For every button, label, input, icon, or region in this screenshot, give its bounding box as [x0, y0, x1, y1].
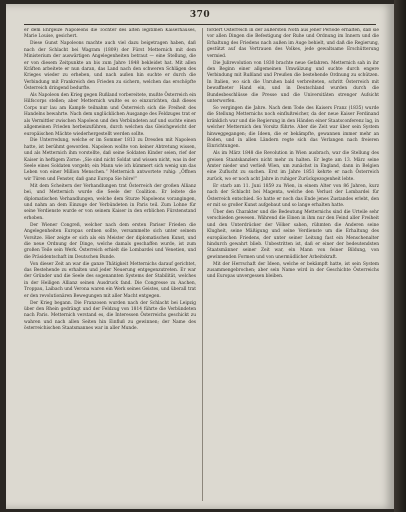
text-column-right: [207, 28, 379, 505]
text-column-left: [24, 28, 196, 505]
paragraph: Der Wiener Congreß, welcher nach dem ersten Pariser Frieden die Angelegenheiten Europas ordnen sollte, versammelte sich unter seinem Vorsitze. Hier zeigte er sich als ein Meister der diplomatischen Kunst, und die neue Ordnung der Dinge, welche damals geschaffen wurde, ist zum großen Teile sein Werk. Österreich erhielt die Lombardei und Venetien, und die Präsidentschaft im Deutschen Bunde.: [24, 222, 196, 260]
paragraph: Der Krieg begann. Die Franzosen wurden nach der Schlacht bei Leipzig über den Rhein gedrängt und der Feldzug von 1814 führte die Verbündeten nach Paris. Metternich verstand es, die Interessen Österreichs geschickt zu wahren und nach allen Seiten hin Einfluß zu gewinnen; der Name des österreichischen Staatsmannes war in aller Munde.: [24, 300, 196, 332]
book-binding: [394, 0, 406, 512]
paragraph: Von dieser Zeit an war die ganze Thätigkeit Metternichs darauf gerichtet, das Bestehende zu erhalten und jeder Neuerung entgegenzutreten. Er war der Gründer und die Seele des sogenannten Systems der Stabilität, welches in der Heiligen Allianz seinen Ausdruck fand. Die Congresse zu Aachen, Troppau, Laibach und Verona waren ein Werk seines Geistes, und überall trat er den revolutionären Bewegungen mit aller Macht entgegen.: [24, 261, 196, 299]
page-header: [24, 10, 376, 24]
paragraph: Als Napoleon den Krieg gegen Rußland vorbereitete, mußte Österreich ein Hilfscorps stellen; aber Metternich wußte es so einzurichten, daß dieses Corps nur lau am Kampfe teilnahm und Österreich sich die Freiheit des Handelns bewahrte. Nach dem unglücklichen Ausgange des Feldzuges trat er als Vermittler zwischen Napoleon und den Verbündeten auf und suchte einen allgemeinen Frieden herbeizuführen, durch welchen das Gleichgewicht der europäischen Mächte wiederhergestellt werden sollte.: [24, 93, 196, 137]
page-number: 370: [189, 10, 211, 20]
header-rule: [24, 24, 376, 25]
column-divider: [202, 28, 203, 501]
paragraph: Über den Charakter und die Bedeutung Metternichs sind die Urteile sehr verschieden gewesen. Während die Einen in ihm nur den Feind aller Freiheit und den Unterdrücker der Völker sahen, rühmten die Anderen seine Klugheit, seine Mäßigung und seine Verdienste um die Erhaltung des europäischen Friedens, der unter seiner Leitung fast ein Menschenalter hindurch gewahrt blieb. Unbestritten ist, daß er einer der bedeutendsten Staatsmänner seiner Zeit war, ein Mann von feiner Bildung, von gewinnenden Formen und von unermüdlicher Arbeitskraft.: [207, 209, 379, 260]
paragraph: er dem Ehrgeize Napoleons die Tochter des alten legitimen Kaiserhauses, Marie Louise, gesichert.: [24, 28, 196, 40]
paragraph: Mit der Herrschaft der Ideen, welche er bekämpft hatte, ist sein System zusammengebrochen; aber sein Name wird in der Geschichte Österreichs und Europas unvergessen bleiben.: [207, 261, 379, 280]
paragraph: Als im März 1848 die Revolution in Wien ausbrach, war die Stellung des greisen Staatskanzlers nicht mehr zu halten. Er legte am 13. März seine Ämter nieder und verließ Wien, um zunächst in England, dann in Belgien eine Zuflucht zu suchen. Erst im Jahre 1851 kehrte er nach Österreich zurück, wo er noch acht Jahre in ruhiger Zurückgezogenheit lebte.: [207, 151, 379, 182]
paragraph: Diese Gunst Napoleons machte auch viel dazu beigetragen haben, daß nach der Schlacht bei Wagram (1809) der Fürst Metternich mit dem Ministerium der auswärtigen Angelegenheiten betraut — eine Stellung, die er von diesem Zeitpunkte an bis zum Jahre 1848 bekleidet hat. Mit allen Kräften arbeitete er nun daran, das Land nach den schweren Schlägen des Krieges wieder zu erheben, und nach außen hin suchte er durch die Verbindung mit Frankreich den Frieden zu sichern, welchen das erschöpfte Österreich dringend bedurfte.: [24, 41, 196, 92]
book-page: [6, 4, 394, 509]
paragraph: So vergingen die Jahre. Nach dem Tode des Kaisers Franz (1835) wurde die Stellung Metternichs noch einflußreicher, da der neue Kaiser Ferdinand kränklich war und die Regierung in den Händen einer Staatsconferenz lag, in welcher Metternich den Vorsitz führte. Aber die Zeit war über sein System hinweggegangen; die Ideen, die er bekämpfte, gewannen immer mehr an Boden, und in allen Ländern regte sich das Verlangen nach freieren Einrichtungen.: [207, 105, 379, 150]
paragraph: Die Julirevolution von 1830 brachte neue Gefahren. Metternich sah in ihr den Beginn einer allgemeinen Umwälzung und suchte durch engere Verbindung mit Rußland und Preußen die bestehende Ordnung zu schützen. In Italien, wo sich die Unruhen bald verbreiteten, schritt Österreich mit bewaffneter Hand ein, und in Deutschland wurden durch die Bundesbeschlüsse die Presse und die Universitäten strenger Aufsicht unterworfen.: [207, 60, 379, 104]
paragraph: Die Unterredung, welche er im Sommer 1813 zu Dresden mit Napoleon hatte, ist berühmt geworden. Napoleon wollte von keiner Abtretung wissen, und als Metternich ihm vorstellte, daß seine Soldaten Kinder seien, rief der Kaiser in heftigem Zorne: „Sie sind nicht Soldat und wissen nicht, was in der Seele eines Soldaten vorgeht; ein Mann wie ich kümmert sich wenig um das Leben von einer Million Menschen.“ Metternich antwortete ruhig: „Öffnen wir Türen und Fenster, daß ganz Europa Sie höre!“: [24, 138, 196, 182]
paragraph: Mit dem Scheitern der Verhandlungen trat Österreich der großen Allianz bei, und Metternich wurde die Seele der Coalition. Er leitete die diplomatischen Verhandlungen, welche dem Sturze Napoleons vorangingen, und nahm an dem Einzuge der Verbündeten in Paris teil. Zum Lohne für seine Verdienste wurde er von seinem Kaiser in den erblichen Fürstenstand erhoben.: [24, 183, 196, 221]
paragraph: Er starb am 11. Juni 1859 zu Wien, in einem Alter von 86 Jahren, kurz nach der Schlacht bei Magenta, welche den Verlust der Lombardei für Österreich entschied. So hatte er noch das Ende jenes Zustandes erlebt, den er mit so großer Kunst aufgebaut und so lange erhalten hatte.: [207, 183, 379, 208]
paragraph: fordert Österreich in der äußersten Noth aus jener Periode erhalten, daß sie vor allen Dingen die Befestigung der Ruhe und Ordnung im Innern und die Erhaltung des Friedens nach außen im Auge behielt, und daß die Regierung, gestützt auf das Vertrauen des Volkes, jede gewaltsame Erschütterung vermied.: [207, 28, 379, 59]
